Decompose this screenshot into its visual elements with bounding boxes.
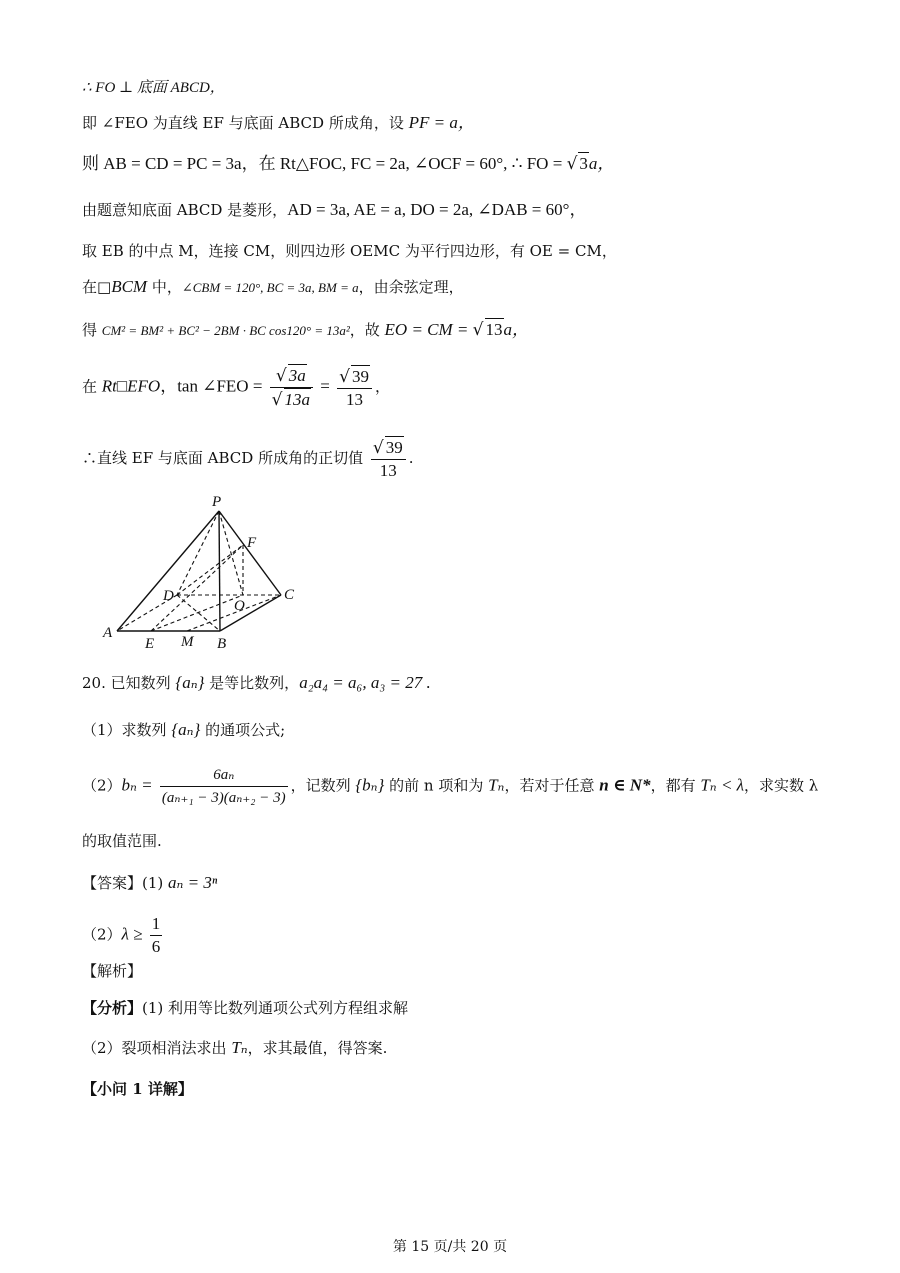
math-expr: {aₙ} <box>171 720 201 739</box>
analysis-header <box>82 960 142 982</box>
label-F: F <box>247 535 257 551</box>
question-20 <box>82 672 431 694</box>
math-expr: a₂a₄ = a₆, a₃ = 27 . <box>299 673 431 692</box>
denominator: 6 <box>151 937 161 956</box>
sqrt-radicand: 13 <box>485 320 503 339</box>
label-M: M <box>181 634 194 650</box>
edge-PA <box>117 511 219 631</box>
line-text: 在 <box>82 377 102 396</box>
answer-line-1 <box>82 872 217 894</box>
solution-line-8 <box>82 364 390 411</box>
numerator: 39 <box>351 366 369 386</box>
math-expr: bₙ = <box>121 775 157 795</box>
math-expr: a， <box>503 320 529 339</box>
line-text: 【答案】(1) <box>82 874 169 892</box>
sqrt-radicand: 3 <box>579 154 588 173</box>
label-O: O <box>234 598 245 614</box>
math-expr: CM² = BM² + BC² − 2BM · BC cos120° = 13a² <box>101 323 350 338</box>
numerator: 39 <box>385 438 403 457</box>
question-20-part-2 <box>82 764 818 809</box>
line-text: ， <box>374 377 390 396</box>
line-text: 由题意知底面 ABCD 是菱形， <box>82 201 288 219</box>
math-expr: a， <box>588 154 615 173</box>
math-expr: PF = a， <box>408 113 475 132</box>
math-expr: Tₙ <box>231 1038 248 1057</box>
line-text: (1) 利用等比数列通项公式列方程组求解 <box>142 999 409 1017</box>
line-text: ，都有 <box>650 776 701 795</box>
edge-DF <box>177 545 243 595</box>
math-expr: {aₙ} <box>175 673 205 692</box>
line-text: 的通项公式; <box>200 721 286 739</box>
line-text: 20. 已知数列 <box>82 674 176 692</box>
solution-line-1 <box>82 76 225 99</box>
solution-line-3 <box>82 152 614 175</box>
line-text: 即 ∠FEO 为直线 EF 与底面 ABCD 所成角，设 <box>82 114 409 132</box>
denominator: 13 <box>379 461 397 480</box>
line-text: 在□ <box>82 278 112 296</box>
pyramid-figure <box>95 492 315 652</box>
line-text: （2） <box>82 776 122 795</box>
math-expr: aₙ = 3ⁿ <box>168 873 218 892</box>
edge-PC <box>219 511 281 595</box>
analysis-line-1 <box>82 997 408 1019</box>
sqrt-symbol: √ <box>566 154 578 174</box>
math-expr: λ ≥ <box>121 924 147 944</box>
analysis-line-2 <box>82 1037 387 1059</box>
line-text: ，由余弦定理， <box>358 278 464 296</box>
question-20-part-2-cont <box>82 830 162 852</box>
label-B: B <box>217 636 227 652</box>
label-C: C <box>284 587 295 603</box>
line-text: ，若对于任意 <box>504 776 600 795</box>
denominator: (aₙ₊₁ − 3)(aₙ₊₂ − 3) <box>161 790 286 806</box>
sub-question-1-header <box>82 1078 193 1100</box>
edge-PB <box>219 511 220 631</box>
numerator: 3a <box>288 366 306 385</box>
math-expr: ，tan ∠FEO = <box>160 376 267 396</box>
line-text: ∴ FO ⊥ 底面 ABCD， <box>82 80 225 96</box>
math-expr: Rt□EFO <box>101 376 161 396</box>
line-text: ，故 <box>349 321 385 339</box>
label-E: E <box>145 636 155 652</box>
line-text: 是等比数列， <box>204 674 300 692</box>
line-text: 的取值范围. <box>82 832 162 850</box>
solution-line-5 <box>82 240 617 262</box>
numerator: 6aₙ <box>160 764 288 787</box>
numerator: 1 <box>150 913 163 936</box>
fraction-result: $\frac{√ 39}{13}$ <box>337 365 372 411</box>
line-text: （2）裂项相消法求出 <box>82 1039 232 1057</box>
line-text: 取 EB 的中点 M，连接 CM，则四边形 OEMC 为平行四边形，有 OE = CM， <box>82 242 617 260</box>
line-text: . <box>408 449 414 467</box>
line-text: 【解析】 <box>82 962 143 980</box>
label-P: P <box>212 494 222 510</box>
solution-line-7 <box>82 318 529 342</box>
solution-line-9 <box>82 436 413 482</box>
fraction-tan: $\frac{√ 3a}{√ 13a}$ <box>270 364 313 411</box>
label-A: A <box>103 625 113 641</box>
line-text: 的前 n 项和为 <box>384 776 489 795</box>
line-text: ，记数列 <box>290 776 356 795</box>
denominator: 13a <box>284 390 311 409</box>
solution-line-2 <box>82 112 475 134</box>
equals-sign: = <box>316 376 335 396</box>
solution-line-4 <box>82 199 586 221</box>
sqrt-symbol: √ <box>472 320 484 340</box>
math-expr: AD = 3a, AE = a, DO = 2a, ∠DAB = 60°， <box>287 200 587 219</box>
line-text: （2） <box>82 925 122 944</box>
math-expr: Tₙ < λ <box>700 775 745 795</box>
page-footer: 第 15 页/共 20 页 <box>392 1239 508 1255</box>
math-expr: ∠CBM = 120°, BC = 3a, BM = a <box>181 280 359 295</box>
question-20-part-1 <box>82 719 285 741</box>
edge-PO <box>219 511 243 595</box>
answer-line-2 <box>82 913 165 958</box>
line-text: 得 <box>82 321 102 339</box>
fraction-answer: $\frac{√ 39}{13}$ <box>371 436 406 482</box>
math-expr: Tₙ <box>488 775 505 795</box>
math-expr: EO = CM = <box>384 320 473 339</box>
line-text: ∴直线 EF 与底面 ABCD 所成角的正切值 <box>82 449 368 467</box>
math-expr: 则 AB = CD = PC = 3a，在 Rt△FOC, FC = 2a, ∠OCF = 60°, ∴ FO = <box>82 154 567 173</box>
line-text: 【小问 1 详解】 <box>82 1080 193 1098</box>
math-expr: BCM <box>111 277 148 296</box>
line-text: （1）求数列 <box>82 721 172 739</box>
line-text: ，求其最值，得答案. <box>247 1039 388 1057</box>
line-text: 中， <box>147 278 182 296</box>
fraction-lambda <box>150 913 163 958</box>
math-expr: {bₙ} <box>355 775 385 795</box>
solution-line-6 <box>82 276 464 299</box>
label-D: D <box>163 588 174 604</box>
line-text: 【分析】 <box>82 999 143 1017</box>
edge-BC <box>220 595 281 631</box>
fraction-bn <box>160 764 288 809</box>
denominator: 13 <box>346 389 364 409</box>
line-text: ，求实数 λ <box>744 776 819 795</box>
math-expr: n ∈ N* <box>599 775 651 795</box>
